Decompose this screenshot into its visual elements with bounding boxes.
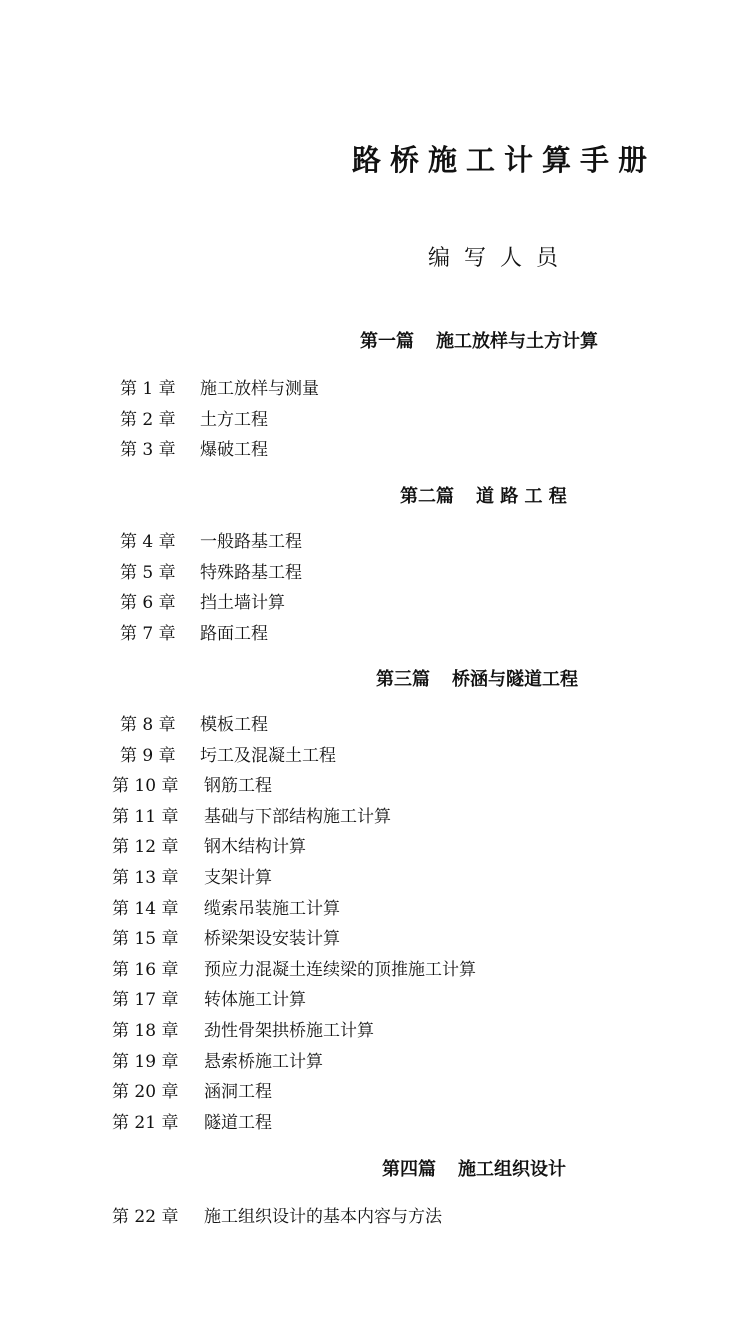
chapter-title: 预应力混凝土连续梁的顶推施工计算 — [204, 959, 476, 980]
chapter-item — [112, 1108, 476, 1139]
chapter-title: 劲性骨架拱桥施工计算 — [204, 1020, 374, 1041]
chapter-title: 施工组织设计的基本内容与方法 — [204, 1207, 442, 1227]
chapter-title: 特殊路基工程 — [200, 562, 302, 583]
chapter-title: 施工放样与测量 — [200, 379, 319, 399]
chapter-number: 第 11 章 — [112, 806, 179, 827]
chapter-item — [112, 894, 476, 925]
part-heading-2 — [400, 484, 567, 510]
chapter-item — [112, 527, 302, 558]
chapter-title: 隧道工程 — [204, 1112, 272, 1133]
chapter-item — [112, 374, 319, 405]
chapter-number: 第 15 章 — [112, 929, 179, 950]
chapter-number: 第 10 章 — [112, 776, 179, 797]
chapter-item — [112, 955, 476, 986]
book-title: 路桥施工计算手册 — [352, 143, 657, 177]
part-heading-1 — [360, 329, 598, 355]
part-heading-3 — [376, 667, 578, 693]
part-title: 施工放样与土方计算 — [436, 331, 598, 352]
chapter-number: 第 16 章 — [112, 959, 179, 980]
chapter-number: 第 2 章 — [120, 409, 176, 430]
chapter-title: 一般路基工程 — [200, 532, 302, 552]
part-number: 第三篇 — [376, 669, 430, 690]
chapter-number: 第 8 章 — [120, 715, 176, 735]
chapter-title: 挡土墙计算 — [200, 593, 285, 614]
chapter-title: 路面工程 — [200, 623, 268, 644]
chapter-number: 第 14 章 — [112, 898, 179, 919]
chapter-list-part-4 — [112, 1202, 442, 1233]
chapter-item — [112, 1202, 442, 1233]
chapter-number: 第 21 章 — [112, 1112, 179, 1133]
chapter-item — [112, 619, 302, 650]
part-title: 桥涵与隧道工程 — [452, 669, 578, 690]
chapter-title: 爆破工程 — [200, 440, 268, 461]
chapter-item — [112, 588, 302, 619]
chapter-title: 悬索桥施工计算 — [204, 1051, 323, 1072]
chapter-number: 第 6 章 — [120, 593, 176, 614]
chapter-item — [112, 1047, 476, 1078]
chapter-item — [112, 832, 476, 863]
chapter-item — [112, 771, 476, 802]
chapter-item — [112, 802, 476, 833]
chapter-number: 第 19 章 — [112, 1051, 179, 1072]
chapter-title: 转体施工计算 — [204, 990, 306, 1011]
chapter-item — [112, 741, 476, 772]
part-number: 第四篇 — [382, 1159, 436, 1180]
chapter-number: 第 5 章 — [120, 562, 176, 583]
chapter-title: 模板工程 — [200, 715, 268, 735]
chapter-item — [112, 985, 476, 1016]
chapter-number: 第 22 章 — [112, 1207, 179, 1227]
chapter-item — [112, 405, 319, 436]
chapter-number: 第 12 章 — [112, 837, 179, 858]
chapter-number: 第 18 章 — [112, 1020, 179, 1041]
chapter-number: 第 9 章 — [120, 745, 176, 766]
part-number: 第二篇 — [400, 486, 454, 507]
chapter-number: 第 3 章 — [120, 440, 176, 461]
chapter-number: 第 4 章 — [120, 532, 176, 552]
chapter-item — [112, 1077, 476, 1108]
chapter-title: 桥梁架设安装计算 — [204, 929, 340, 950]
chapter-title: 涵洞工程 — [204, 1082, 272, 1103]
chapter-number: 第 17 章 — [112, 990, 179, 1011]
chapter-list-part-1 — [112, 374, 319, 466]
chapter-item — [112, 924, 476, 955]
chapter-title: 土方工程 — [200, 409, 268, 430]
part-heading-4 — [382, 1157, 566, 1183]
part-number: 第一篇 — [360, 331, 414, 352]
chapter-title: 支架计算 — [204, 867, 272, 888]
chapter-item — [112, 863, 476, 894]
chapter-title: 钢木结构计算 — [204, 837, 306, 858]
chapter-title: 缆索吊装施工计算 — [204, 898, 340, 919]
chapter-number: 第 20 章 — [112, 1082, 179, 1103]
chapter-item — [112, 1016, 476, 1047]
chapter-item — [112, 710, 476, 741]
chapter-title: 基础与下部结构施工计算 — [204, 806, 391, 827]
chapter-item — [112, 558, 302, 589]
chapter-title: 钢筋工程 — [204, 776, 272, 797]
chapter-number: 第 1 章 — [120, 379, 176, 399]
part-title: 道 路 工 程 — [476, 486, 567, 507]
staff-heading: 编写人员 — [428, 246, 573, 271]
part-title: 施工组织设计 — [458, 1159, 566, 1180]
chapter-list-part-3 — [112, 710, 476, 1138]
chapter-number: 第 13 章 — [112, 867, 179, 888]
chapter-list-part-2 — [112, 527, 302, 649]
chapter-item — [112, 435, 319, 466]
chapter-title: 圬工及混凝土工程 — [200, 745, 336, 766]
chapter-number: 第 7 章 — [120, 623, 176, 644]
